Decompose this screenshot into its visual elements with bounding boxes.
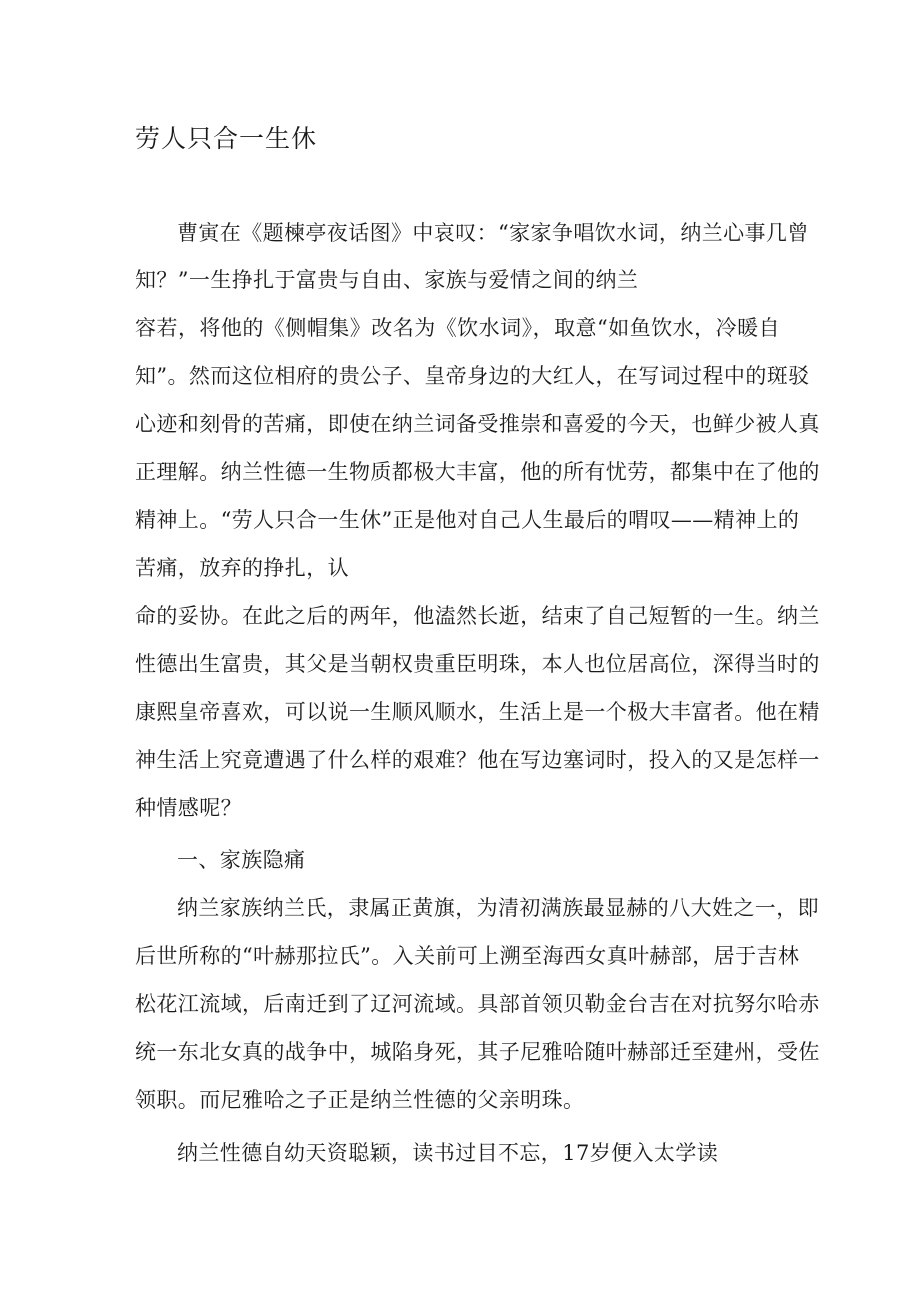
document-title: 劳人只合一生休 <box>135 124 318 153</box>
paragraph-line: 精神上。“劳人只合一生休”正是他对自己人生最后的喟叹——精神上的 <box>135 508 800 532</box>
paragraph-line: 正理解。纳兰性德一生物质都极大丰富，他的所有忧劳，都集中在了他的 <box>135 460 820 484</box>
paragraph-line: 康熙皇帝喜欢，可以说一生顺风顺水，生活上是一个极大丰富者。他在精 <box>135 700 820 724</box>
paragraph-line: 松花江流域，后南迁到了辽河流域。具部首领贝勒金台吉在对抗努尔哈赤 <box>135 992 820 1016</box>
paragraph-line: 心迹和刻骨的苦痛，即使在纳兰词备受推崇和喜爱的今天，也鲜少被人真 <box>135 412 820 436</box>
paragraph-line: 纳兰家族纳兰氏，隶属正黄旗，为清初满族最显赫的八大姓之一，即 <box>177 896 819 920</box>
paragraph-line: 知？”一生挣扎于富贵与自由、家族与爱情之间的纳兰 <box>135 268 639 292</box>
paragraph-line: 苦痛，放弃的挣扎，认 <box>135 556 349 580</box>
paragraph-line: 命的妥协。在此之后的两年，他溘然长逝，结束了自己短暂的一生。纳兰 <box>135 604 820 628</box>
paragraph-line: 统一东北女真的战争中，城陷身死，其子尼雅哈随叶赫部迁至建州，受佐 <box>135 1040 820 1064</box>
paragraph-line: 纳兰性德自幼天资聪颖，读书过目不忘，17岁便入太学读 <box>177 1141 719 1165</box>
paragraph-line: 性德出生富贵，其父是当朝权贵重臣明珠，本人也位居高位，深得当时的 <box>135 652 820 676</box>
paragraph-line: 知”。然而这位相府的贵公子、皇帝身边的大红人，在写词过程中的斑驳 <box>135 364 810 388</box>
paragraph-line: 容若，将他的《侧帽集》改名为《饮水词》，取意“如鱼饮水，冷暖自 <box>135 316 780 340</box>
paragraph-line: 神生活上究竟遭遇了什么样的艰难？他在写边塞词时，投入的又是怎样一 <box>135 748 820 772</box>
paragraph-line: 后世所称的“叶赫那拉氏”。入关前可上溯至海西女真叶赫部，居于吉林 <box>135 944 800 968</box>
section-heading: 一、家族隐痛 <box>177 848 306 872</box>
paragraph-line: 种情感呢？ <box>135 796 242 820</box>
paragraph-line: 领职。而尼雅哈之子正是纳兰性德的父亲明珠。 <box>135 1088 585 1112</box>
paragraph-line: 曹寅在《题楝亭夜话图》中哀叹：“家家争唱饮水词，纳兰心事几曾 <box>177 221 809 245</box>
